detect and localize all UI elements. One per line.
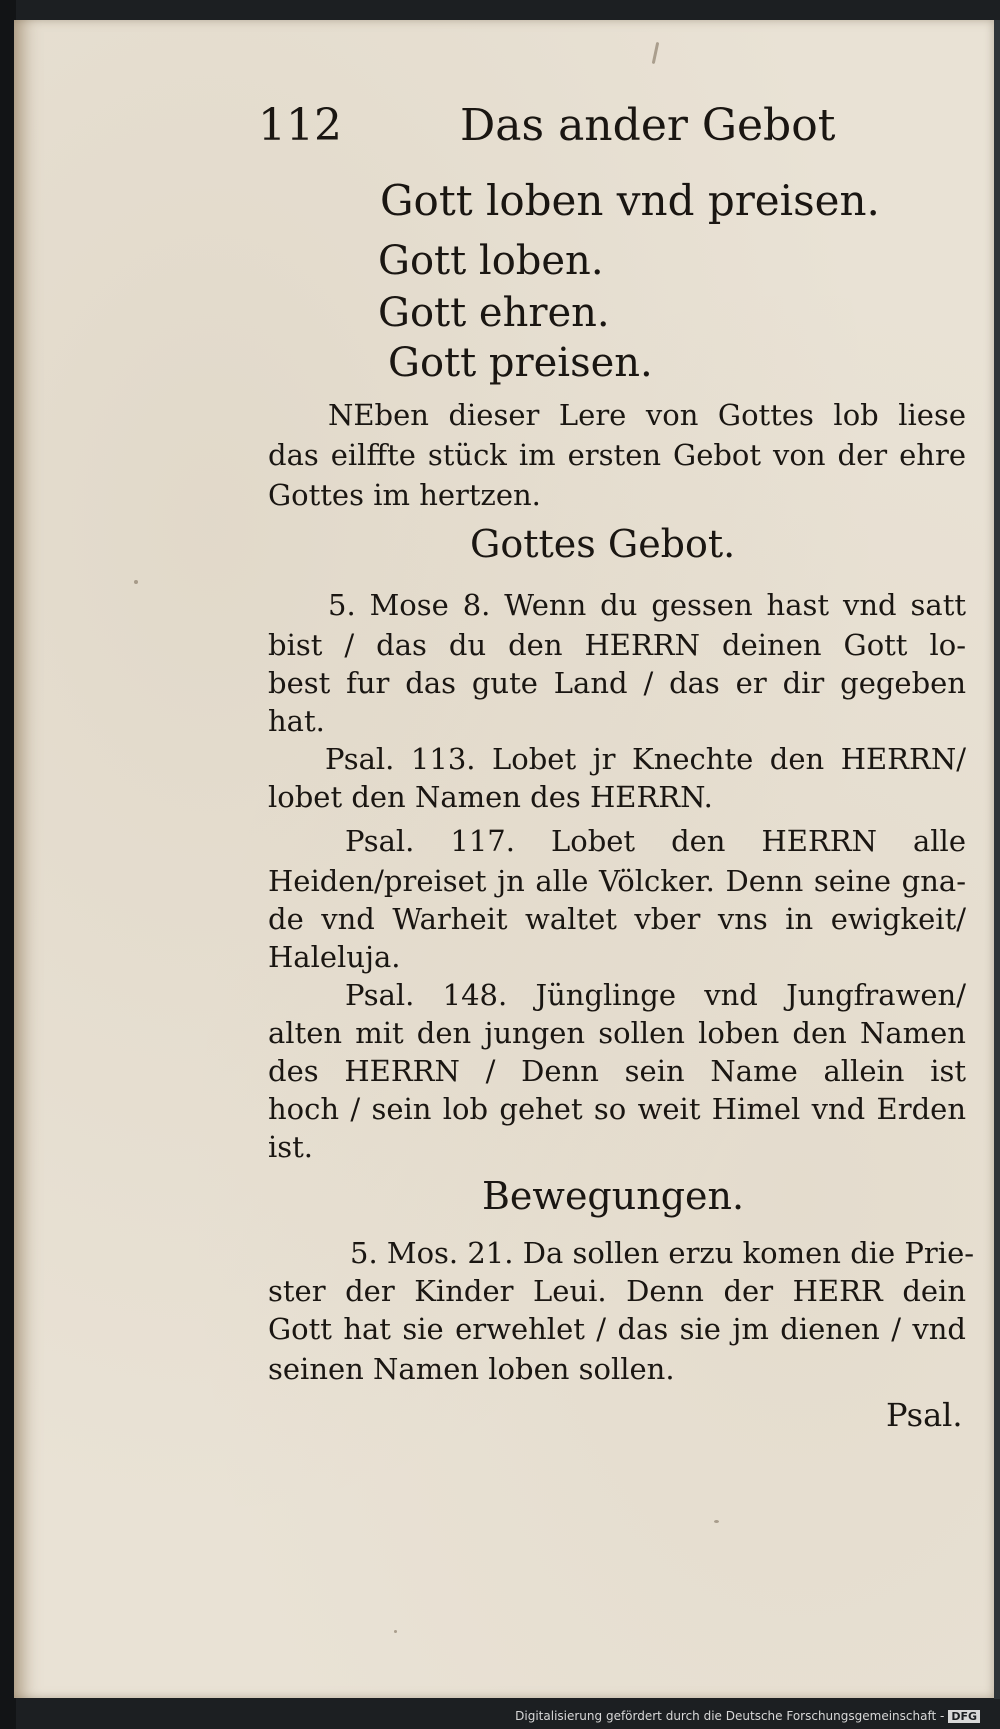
paragraph-line: Heiden/preiset jn alle Völcker. Denn seine gna- — [268, 864, 966, 898]
paragraph-line: Psal. 113. Lobet jr Knechte den HERRN/ — [325, 742, 966, 776]
paragraph-line: seinen Namen loben sollen. — [268, 1352, 675, 1386]
paragraph-line: best fur das gute Land / das er dir gegeben — [268, 666, 966, 700]
dfg-logo: DFG — [948, 1710, 980, 1723]
title-item: Gott ehren. — [378, 290, 610, 336]
paper-speck — [714, 1520, 719, 1523]
digitization-credit — [515, 1709, 980, 1723]
paragraph-line: Psal. 148. Jünglinge vnd Jungfrawen/ — [345, 978, 966, 1012]
paragraph-line: 5. Mos. 21. Da sollen erzu komen die Prie- — [350, 1236, 975, 1270]
paragraph-line: hat. — [268, 704, 325, 738]
paper-speck — [134, 580, 138, 584]
running-title: Das ander Gebot — [460, 100, 836, 151]
catchword: Psal. — [886, 1396, 963, 1434]
paragraph-line: das eilffte stück im ersten Gebot von der ehre — [268, 438, 966, 472]
paragraph-line: Halelujа. — [268, 940, 401, 974]
paragraph-line: alten mit den jungen sollen loben den Namen — [268, 1016, 966, 1050]
section-heading: Gottes Gebot. — [470, 522, 736, 566]
paragraph-line: 5. Mose 8. Wenn du gessen hast vnd satt — [328, 588, 966, 622]
paragraph-line: de vnd Warheit waltet vber vns in ewigkeit/ — [268, 902, 966, 936]
paragraph-line: Gott hat sie erwehlet / das sie jm dienen / vnd — [268, 1312, 966, 1346]
credit-text: Digitalisierung gefördert durch die Deutsche Forschungsgemeinschaft - — [515, 1709, 945, 1723]
paragraph-line: Gottes im hertzen. — [268, 478, 541, 512]
paragraph-line: hoch / sein lob gehet so weit Himel vnd Erden — [268, 1092, 966, 1126]
paragraph-line: ster der Kinder Leui. Denn der HERR dein — [268, 1274, 966, 1308]
section-heading: Bewegungen. — [482, 1174, 745, 1218]
paragraph-line: Psal. 117. Lobet den HERRN alle — [345, 824, 966, 858]
paragraph-line: NEben dieser Lere von Gottes lob liese — [328, 398, 966, 432]
title-item: Gott preisen. — [388, 340, 653, 386]
paper-speck — [394, 1630, 397, 1633]
paragraph-line: lobet den Namen des HERRN. — [268, 780, 713, 814]
paragraph-line: ist. — [268, 1130, 314, 1164]
paragraph-line: bist / das du den HERRN deinen Gott lo- — [268, 628, 966, 662]
paragraph-line: des HERRN / Denn sein Name allein ist — [268, 1054, 966, 1088]
page-number: 112 — [258, 100, 342, 151]
title-item: Gott loben. — [378, 238, 604, 284]
section-title: Gott loben vnd preisen. — [380, 176, 880, 225]
page-edge — [994, 20, 1000, 1699]
paper-mark — [652, 42, 660, 64]
